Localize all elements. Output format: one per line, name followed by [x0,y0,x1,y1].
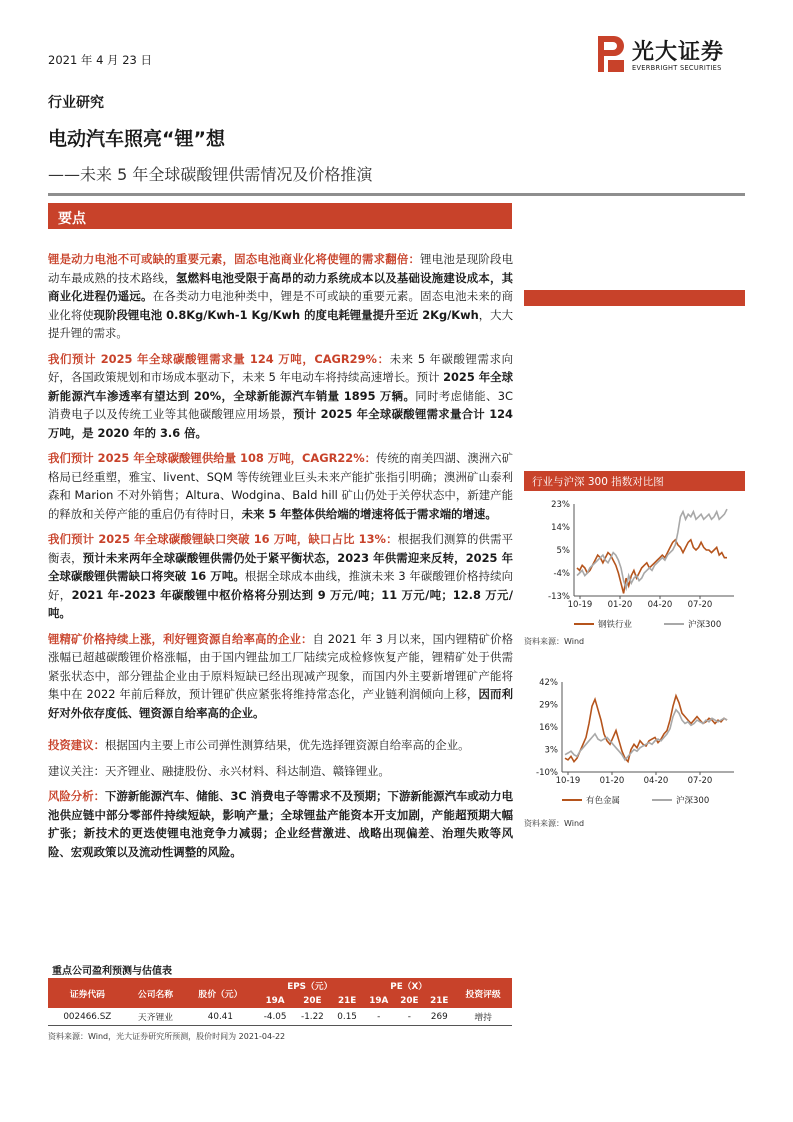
paragraph-heading: 我们预计 2025 年全球碳酸锂供给量 108 万吨，CAGR22%： [48,451,377,465]
cell-name: 天齐锂业 [137,1013,174,1023]
chart-source: 资料来源：Wind [524,637,585,646]
paragraph-text: 自 2021 年 3 月以来，国内锂精矿价格涨幅已超越碳酸锂价格涨幅，由于国内锂盐加工厂陆续完成检修恢复产能，锂精矿处于供需紧张状态中，部分锂盐企业由于原料短缺已经出现减产现象，而国内外主要新增锂矿产能将集中在 2022 年前后释放，预计锂矿供应紧张将维持常态化，产业链利润倾向上移， [48,631,513,701]
y-tick-label: 23% [551,500,570,510]
paragraph-text: 未来 5 年碳酸锂需求向好，各国政策规划和市场成本驱动下，未来 5 年电动车将持续高速增长。预计 [48,351,513,384]
report-title: 电动汽车照亮“锂”想 [48,128,225,150]
chart-title: 行业与沪深 300 指数对比图 [532,476,664,488]
header-20e: 20E [394,993,424,1008]
section-header-label: 要点 [58,211,86,227]
report-category: 行业研究 [48,95,104,111]
paragraph-text: 因而利好对外依存度低、锂资源自给率高的企业。 [48,687,513,720]
cell-pe: - [377,1011,381,1022]
nonferrous-vs-csi300-chart [524,672,745,812]
x-tick-label: 04-20 [643,776,669,786]
forecast-table [48,978,512,1026]
x-tick-label: 01-20 [607,600,633,610]
series-line-0 [577,540,727,594]
paragraph-text: 根据全球成本曲线，推演未来 3 年碳酸锂价格持续向好， [48,569,513,602]
y-tick-label: 3% [544,745,558,756]
cell-pe: - [407,1011,411,1022]
paragraph-text: 未来 5 年整体供给端的增速将低于需求端的增速。 [241,506,497,521]
key-point-paragraph [48,630,513,723]
header-pe: PE（X） [363,978,454,993]
paragraph-text: 根据我们测算的供需平衡表， [48,532,513,565]
header-eps: EPS（元） [256,978,363,993]
x-tick-label: 07-20 [687,776,713,786]
key-point-paragraph [48,250,513,343]
x-tick-label: 04-20 [647,600,673,610]
watch-list: 建议关注：天齐锂业、融捷股份、永兴材料、科达制造、赣锋锂业。 [48,763,390,778]
risk-analysis [48,787,513,861]
cell-price: 40.41 [207,1011,233,1022]
title-divider [48,193,745,196]
header-name: 公司名称 [127,978,185,1008]
cell-eps: 0.15 [337,1011,357,1022]
cell-rating: 增持 [474,1013,492,1023]
report-subtitle: ——未来 5 年全球碳酸锂供需情况及价格推演 [48,165,373,184]
brand-logo [596,34,746,80]
steel-vs-csi300-chart [524,496,745,656]
table-source: 资料来源：Wind，光大证券研究所预测，股价时间为 2021-04-22 [48,1032,286,1041]
paragraph-text: 传统的南美四湖、澳洲六矿格局已经重塑，雅宝、livent、SQM 等传统锂业巨头未来产能扩张指引明确；澳洲矿山泰利森和 Marion 不对外销售；Altura、Wodgina、Bald hill 矿山仍处于关停状态中，新建产能的释放和关停产能的重启仍有待时日， [48,451,513,521]
x-tick-label: 07-20 [687,600,713,610]
x-tick-label: 10-19 [555,776,581,786]
paragraph-heading: 我们预计 2025 年全球碳酸锂需求量 124 万吨，CAGR29%： [48,351,390,366]
investment-advice [48,736,513,755]
cell-code: 002466.SZ [63,1011,112,1022]
legend-label: 有色金属 [586,796,621,806]
paragraph-text: ，大大提升锂的需求。 [48,307,513,340]
paragraph-text: 预计 2025 年全球碳酸锂需求量合计 124 万吨，是 2020 年的 3.6 倍。 [48,407,513,440]
key-points-list [48,250,513,722]
legend-label: 沪深300 [688,620,722,630]
header-21e: 21E [331,993,363,1008]
paragraph-heading: 我们预计 2025 年全球碳酸锂缺口突破 16 万吨，缺口占比 13%： [48,532,398,546]
section-header-bar [48,203,512,229]
header-rating: 投资评级 [454,978,512,1008]
y-tick-label: 29% [539,700,558,711]
y-tick-label: -4% [553,569,570,579]
x-tick-label: 01-20 [599,776,625,786]
table-title: 重点公司盈利预测与估值表 [52,966,172,977]
key-point-paragraph [48,350,513,443]
paragraph-text: 同时考虑储能、3C 消费电子以及传统工业等其他碳酸锂应用场景， [48,388,513,421]
y-tick-label: 42% [539,678,558,688]
paragraph-heading: 风险分析： [48,789,106,803]
cell-pe: 269 [430,1011,448,1022]
header-code: 证券代码 [48,978,127,1008]
logo-text-en: EVERBRIGHT SECURITIES [632,64,722,72]
key-point-paragraph [48,530,513,623]
paragraph-heading: 锂精矿价格持续上涨，利好锂资源自给率高的企业： [48,631,313,646]
paragraph-text: 氢燃料电池受限于高昂的动力系统成本以及基础设施建设成本，其商业化进程仍遥远。 [48,270,513,303]
paragraph-text: 下游新能源汽车、储能、3C 消费电子等需求不及预期；下游新能源汽车或动力电池供应链中部分零部件持续短缺，影响产量；全球锂盐产能资本开支加剧，产能超预期大幅扩张；新技术的更迭使锂电池竞争力减弱；企业经营激进、战略出现偏差、治理失败等风险、宏观政策以及流动性调整的风险。 [48,789,513,859]
key-points-body [48,250,513,868]
paragraph-text: 根据国内主要上市公司弹性测算结果，优先选择锂资源自给率高的企业。 [104,738,470,752]
table-row [48,1008,512,1026]
paragraph-text: 预计未来两年全球碳酸锂供需仍处于紧平衡状态，2023 年供需迎来反转，2025 年全球碳酸锂供需缺口将突破 16 万吨。 [48,550,513,583]
cell-eps: -1.22 [301,1011,324,1022]
paragraph-heading: 投资建议： [48,738,105,752]
header-19a: 19A [256,993,293,1008]
header-19a: 19A [363,993,394,1008]
paragraph-text: 在各类动力电池种类中，锂是不可或缺的重要元素。固态电池未来的商业化将使 [48,289,513,322]
x-tick-label: 10-19 [567,600,593,610]
paragraph-text: 锂电池是现阶段电动车最成熟的技术路线， [48,252,513,285]
y-tick-label: 14% [551,523,570,533]
key-point-paragraph [48,449,513,523]
sidebar-accent-bar [524,290,745,306]
legend-label: 沪深300 [676,796,710,806]
logo-text-cn: 光大证券 [632,40,725,65]
chart-source: 资料来源：Wind [524,819,585,828]
y-tick-label: 5% [556,546,570,556]
logo-mark-icon [596,34,626,74]
header-21e: 21E [424,993,454,1008]
cell-eps: -4.05 [263,1011,287,1022]
paragraph-text: 2021 年-2023 年碳酸锂中枢价格将分别达到 9 万元/吨；11 万元/吨；12.8 万元/吨。 [48,587,513,620]
header-20e: 20E [294,993,331,1008]
legend-label: 钢铁行业 [598,620,633,630]
y-tick-label: -10% [536,768,558,778]
y-tick-label: -13% [548,592,570,602]
paragraph-heading: 锂是动力电池不可或缺的重要元素，固态电池商业化将使锂的需求翻倍： [48,252,421,266]
y-tick-label: 16% [539,723,558,733]
header-price: 股价（元） [184,978,256,1008]
paragraph-text: 现阶段锂电池 0.8Kg/Kwh-1 Kg/Kwh 的度电耗锂量提升至近 2Kg/Kwh [93,307,479,322]
report-date: 2021 年 4 月 23 日 [48,53,152,67]
series-line-0 [565,696,727,762]
paragraph-text: 2025 年全球新能源汽车渗透率有望达到 20%，全球新能源汽车销量 1895 万辆。 [48,370,513,403]
